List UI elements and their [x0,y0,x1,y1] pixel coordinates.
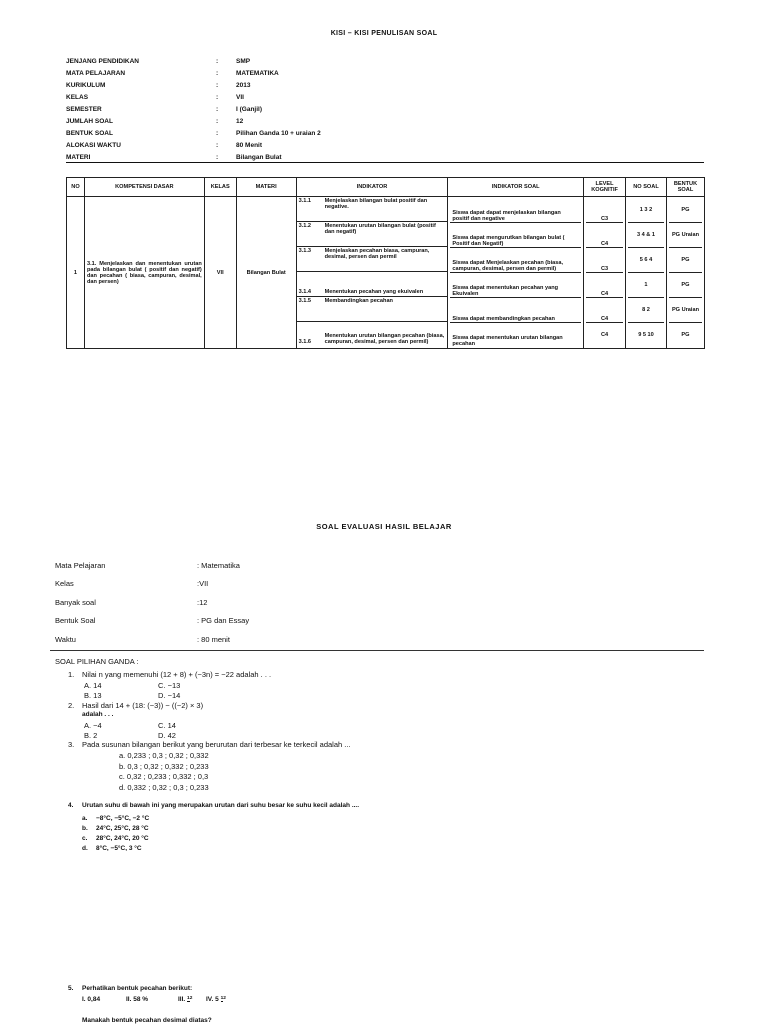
indikator-num: 3.1.5 [298,298,312,304]
indikator-item [297,322,448,346]
header-no: NO [67,178,85,197]
meta-value: : 80 menit [197,634,230,644]
no-soal-item: 1 [628,273,664,298]
meta-value: 80 Menit [236,141,263,149]
meta-value: :VII [197,579,209,589]
meta-value: VII [236,93,244,101]
indikator-soal-item: Siswa dapat mengurutkan bilangan bulat ( Positif dan Negatif) [450,223,581,248]
indikator-num: 3.1.2 [298,223,312,229]
evaluasi-meta [55,556,249,649]
question-number: 3. [68,740,75,749]
meta-value: SMP [236,57,251,65]
question-text: Perhatikan bentuk pecahan berikut: [82,985,193,992]
question-number: 2. [68,701,75,710]
fraction-item [178,996,206,1003]
kisi-title: KISI – KISI PENULISAN SOAL [330,30,438,37]
level-item: C4 [586,298,623,323]
meta-row [55,630,249,649]
cell-kelas: VII [204,197,236,349]
question-text: Pada susunan bilangan berikut yang berurutan dari terbesar ke terkecil adalah ... [82,740,351,749]
no-soal-item: 5 6 4 [628,248,664,273]
meta-row [66,67,706,79]
indikator-soal-item: Siswa dapat membandingkan pecahan [450,298,581,323]
meta-label: JUMLAH SOAL [66,117,113,125]
cell-indikator [296,197,448,349]
denominator: 2 [223,996,226,1002]
meta-row [66,127,706,139]
header-kompetensi: KOMPETENSI DASAR [84,178,204,197]
meta-value: : PG dan Essay [197,616,250,626]
meta-label: Bentuk Soal [55,616,96,626]
header-no-soal: NO SOAL [626,178,667,197]
bentuk-item: PG [669,198,702,223]
indikator-text: Menjelaskan pecahan biasa, campuran, desimal, persen dan permil [324,248,430,260]
option: 8°C, −5°C, 3 °C [96,844,142,852]
option: A. −4 [84,720,102,730]
indikator-num: 3.1.1 [298,198,312,204]
indikator-num: 3.1.3 [298,248,312,254]
denominator: 2 [189,996,193,1002]
meta-label: ALOKASI WAKTU [66,141,121,149]
kisi-meta [66,55,706,163]
meta-colon: : [216,117,219,125]
indikator-text: Menentukan urutan bilangan pecahan (biasa, campuran, desimal, persen dan permil) [324,333,445,345]
meta-colon: : [216,105,219,113]
indikator-text: Menjelaskan bilangan bulat positif dan negative. [324,198,428,210]
indikator-item [297,272,448,297]
meta-colon: : [216,141,219,149]
indikator-item [297,197,448,222]
no-soal-item: 1 3 2 [628,198,664,223]
question-text: Urutan suhu di bawah ini yang merupakan urutan dari suhu besar ke suhu kecil adalah .... [82,802,360,809]
level-item: C4 [600,332,609,338]
option: B. 2 [84,730,98,740]
cell-level [584,197,626,349]
option: b. 0,3 ; 0,32 ; 0,332 ; 0,233 [119,761,209,771]
question-1 [68,670,271,679]
meta-colon: : [216,81,219,89]
meta-value: Pilihan Ganda 10 + uraian 2 [236,129,321,137]
question-number: 5. [68,985,74,992]
option: C. −13 [158,680,181,690]
option: C. 14 [158,720,176,730]
level-item: C4 [586,223,623,248]
indikator-soal-item: Siswa dapat dapat menjelaskan bilangan positif dan negative [450,198,581,223]
indikator-text: Menentukan pecahan yang ekuivalen [324,289,424,295]
meta-value: Bilangan Bulat [236,153,282,161]
meta-label: MATERI [66,153,91,161]
fraction-label: IV. 5 [206,996,219,1003]
bentuk-item: PG Uraian [669,223,702,248]
question-1-options [84,680,180,700]
option-letter: b. [82,824,88,832]
meta-label: MATA PELAJARAN [66,69,126,77]
meta-colon: : [216,69,219,77]
fraction [187,996,192,1002]
fraction-item: II. 58 % [126,996,149,1003]
question-4 [68,802,359,809]
fraction-item: I. 0,84 [82,996,101,1003]
header-level: LEVEL KOGNITIF [584,178,626,197]
bentuk-item: PG [681,332,690,338]
option: B. 13 [84,690,102,700]
option: A. 14 [84,680,102,690]
meta-row [55,612,249,631]
meta-label: Waktu [55,634,76,644]
level-item: C4 [586,273,623,298]
meta-value: I (Ganjil) [236,105,262,113]
cell-no: 1 [67,197,85,349]
meta-value: 2013 [236,81,251,89]
option-letter: c. [82,834,88,842]
meta-label: Banyak soal [55,597,96,607]
indikator-soal-item: Siswa dapat Menjelaskan pecahan (biasa, campuran, desimal, persen dan permil) [450,248,581,273]
option: D. −14 [158,690,181,700]
meta-value: MATEMATIKA [236,69,279,77]
question-text: Nilai n yang memenuhi (12 + 8) + (−3n) = −22 adalah . . . [82,670,272,679]
pg-heading: SOAL PILIHAN GANDA : [55,657,139,666]
meta-colon: : [216,153,219,161]
evaluasi-title: SOAL EVALUASI HASIL BELAJAR [316,522,452,531]
meta-row [66,55,706,67]
fraction-label: III. [178,996,186,1003]
meta-label: SEMESTER [66,105,102,113]
meta-label: JENJANG PENDIDIKAN [66,57,139,65]
cell-no-soal [626,197,667,349]
question-text: Hasil dari 14 + (18: (−3)) − ((−2) × 3) [82,701,204,710]
meta-colon: : [216,93,219,101]
question-number: 4. [68,802,74,809]
meta-colon: : [216,57,219,65]
bentuk-item: PG [669,273,702,298]
meta-label: KURIKULUM [66,81,106,89]
level-item: C3 [586,248,623,273]
indikator-text: Menentukan urutan bilangan bulat (positif dan negatif) [324,223,436,235]
meta-row [66,91,706,103]
header-materi: MATERI [236,178,296,197]
option: c. 0,32 ; 0,233 ; 0,332 ; 0,3 [119,772,209,781]
table-header-row [67,178,705,197]
question-2-options [84,720,176,740]
header-bentuk: BENTUK SOAL [666,178,704,197]
fraction-item [206,996,226,1003]
indikator-item [297,222,448,247]
bentuk-item: PG Uraian [669,298,702,323]
option-letter: d. [82,844,88,852]
question-5-cont: Manakah bentuk pecahan desimal diatas? [82,1017,212,1024]
question-5 [68,985,192,992]
meta-label: Kelas [55,579,74,589]
option: 28°C, 24°C, 20 °C [96,834,149,842]
header-indikator: INDIKATOR [296,178,448,197]
header-indikator-soal: INDIKATOR SOAL [448,178,584,197]
question-2-cont: adalah . . . [82,711,114,718]
meta-value: 12 [236,117,244,125]
indikator-soal-item: Siswa dapat menentukan pecahan yang Ekuivalen [450,273,581,298]
indikator-item [297,247,448,272]
meta-row [55,575,249,594]
meta-value: : Matematika [197,560,240,570]
option: 24°C, 25°C, 28 °C [96,824,149,832]
question-3-options [119,751,209,793]
numerator: 1 [220,996,224,1002]
indikator-num: 3.1.4 [298,289,312,295]
meta-row [55,556,249,575]
option-letter: a. [82,814,88,822]
indikator-soal-item: Siswa dapat menentukan urutan bilangan pecahan [452,335,563,347]
option: a. 0,233 ; 0,3 ; 0,32 ; 0,332 [119,751,209,760]
question-number: 1. [68,670,75,679]
indikator-text: Membandingkan pecahan [324,298,393,304]
option: −8°C, −5°C, −2 °C [96,814,150,822]
cell-indikator-soal [448,197,584,349]
question-3 [68,740,351,749]
meta-label: BENTUK SOAL [66,129,113,137]
meta-row [66,139,706,151]
table-row [67,197,705,349]
question-2 [68,701,203,710]
indikator-num: 3.1.6 [298,339,312,345]
header-kelas: KELAS [204,178,236,197]
option: d. 0,332 ; 0,32 ; 0,3 ; 0,233 [119,782,209,792]
meta-row [66,115,706,127]
indikator-item [297,297,448,322]
meta-colon: : [216,129,219,137]
meta-value: :12 [197,597,208,607]
divider [66,162,704,163]
meta-label: KELAS [66,93,89,101]
question-4-options [82,813,149,853]
meta-row [66,79,706,91]
option: D. 42 [158,730,176,740]
divider [50,650,704,651]
no-soal-item: 9 5 10 [638,332,654,338]
meta-row [55,593,249,612]
no-soal-item: 8 2 [628,298,664,323]
meta-label: Mata Pelajaran [55,560,106,570]
cell-materi: Bilangan Bulat [236,197,296,349]
kisi-table [66,177,705,349]
no-soal-item: 3 4 & 1 [628,223,664,248]
level-item: C3 [586,198,623,223]
meta-row [66,103,706,115]
numerator: 1 [187,996,190,1002]
cell-kompetensi: 3.1. Menjelaskan dan menentukan urutan pada bilangan bulat ( positif dan negatif) dan pecahan ( biasa, campuran, desimal, dan persen) [84,197,204,349]
question-5-items [82,996,226,1003]
fraction [221,996,226,1002]
bentuk-item: PG [669,248,702,273]
cell-bentuk [666,197,704,349]
